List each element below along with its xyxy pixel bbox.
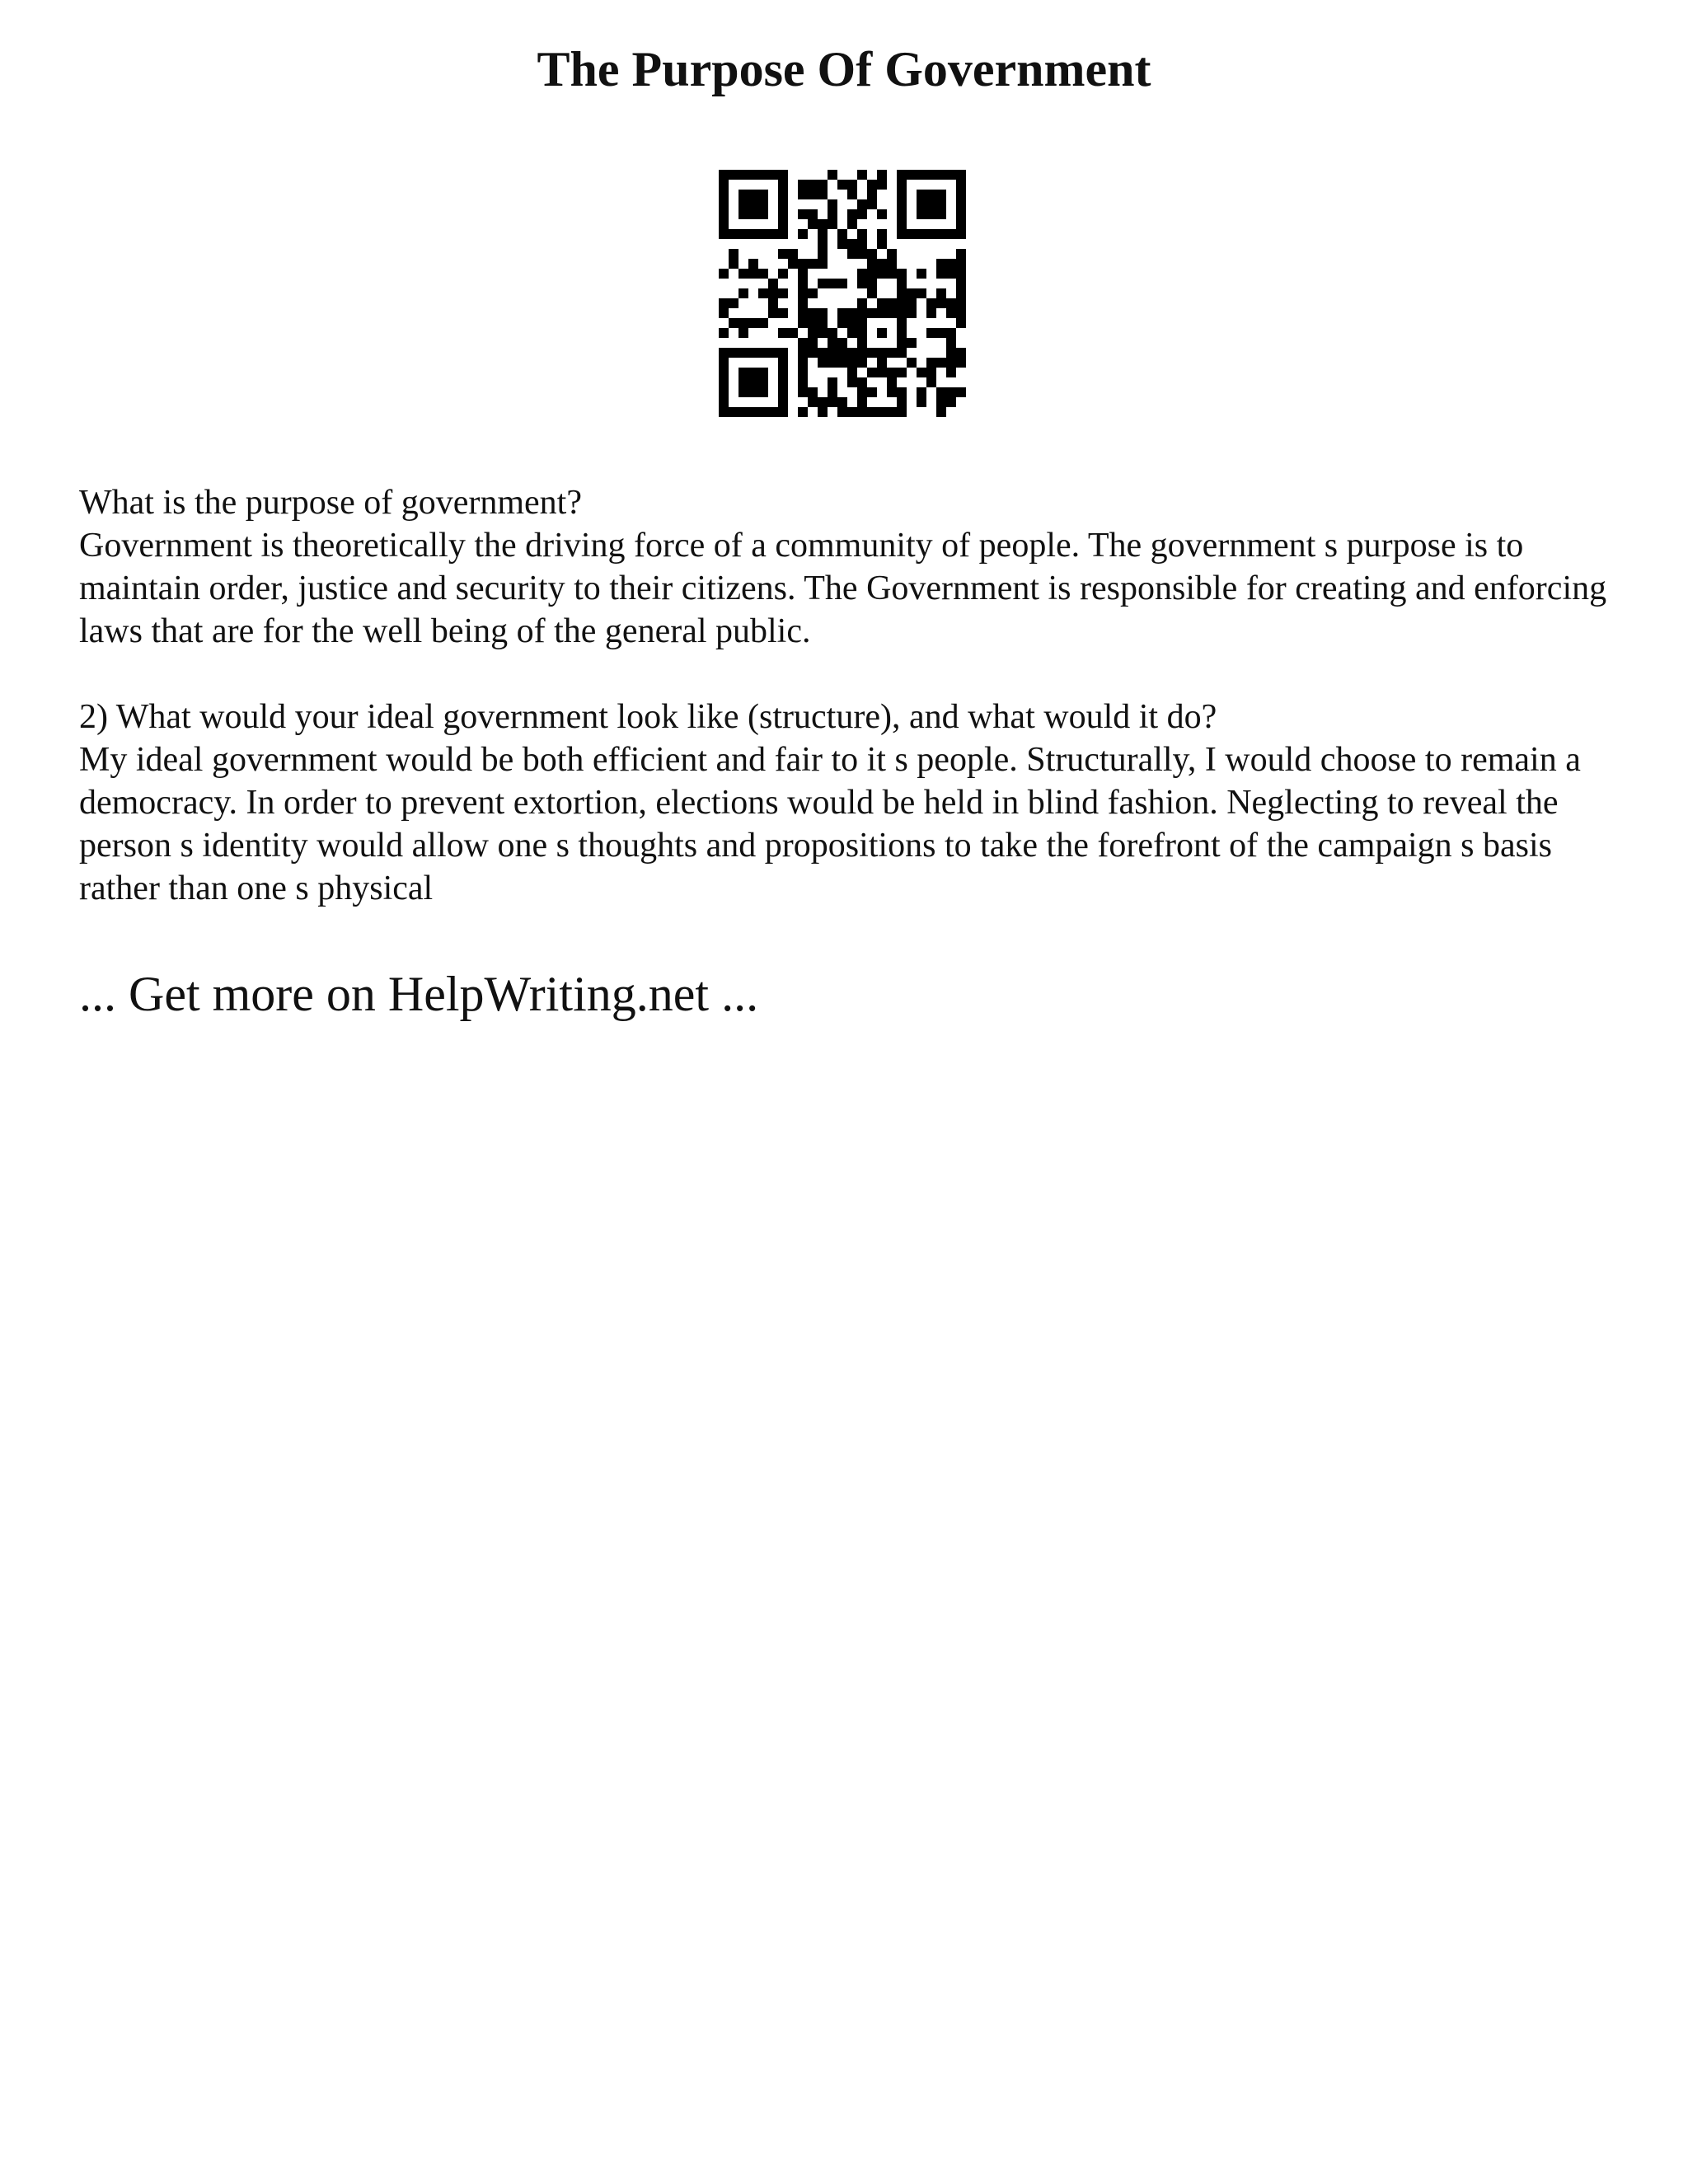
section-answer: My ideal government would be both efficient and fair to it s people. Structurally, I would choose to remain a democracy. In order to prevent extortion, elections would be held in blind fashion. Neglecting to reveal the person s identity would allow one s thoughts and propositions to take the forefront of the campaign s basis rather than one s physical	[79, 741, 1581, 907]
section-answer: Government is theoretically the driving force of a community of people. The government s purpose is to maintain order, justice and security to their citizens. The Government is responsible for creating and enforcing laws that are for the well being of the general public.	[79, 527, 1607, 650]
section-question: 2) What would your ideal government look like (structure), and what would it do?	[79, 698, 1217, 736]
get-more-link[interactable]: ... Get more on HelpWriting.net ...	[79, 967, 759, 1021]
qr-code-icon	[719, 170, 966, 417]
page-title: The Purpose Of Government	[537, 42, 1151, 96]
essay-body	[79, 481, 1629, 910]
paragraph-gap	[79, 653, 1629, 696]
section-question: What is the purpose of government?	[79, 484, 582, 522]
